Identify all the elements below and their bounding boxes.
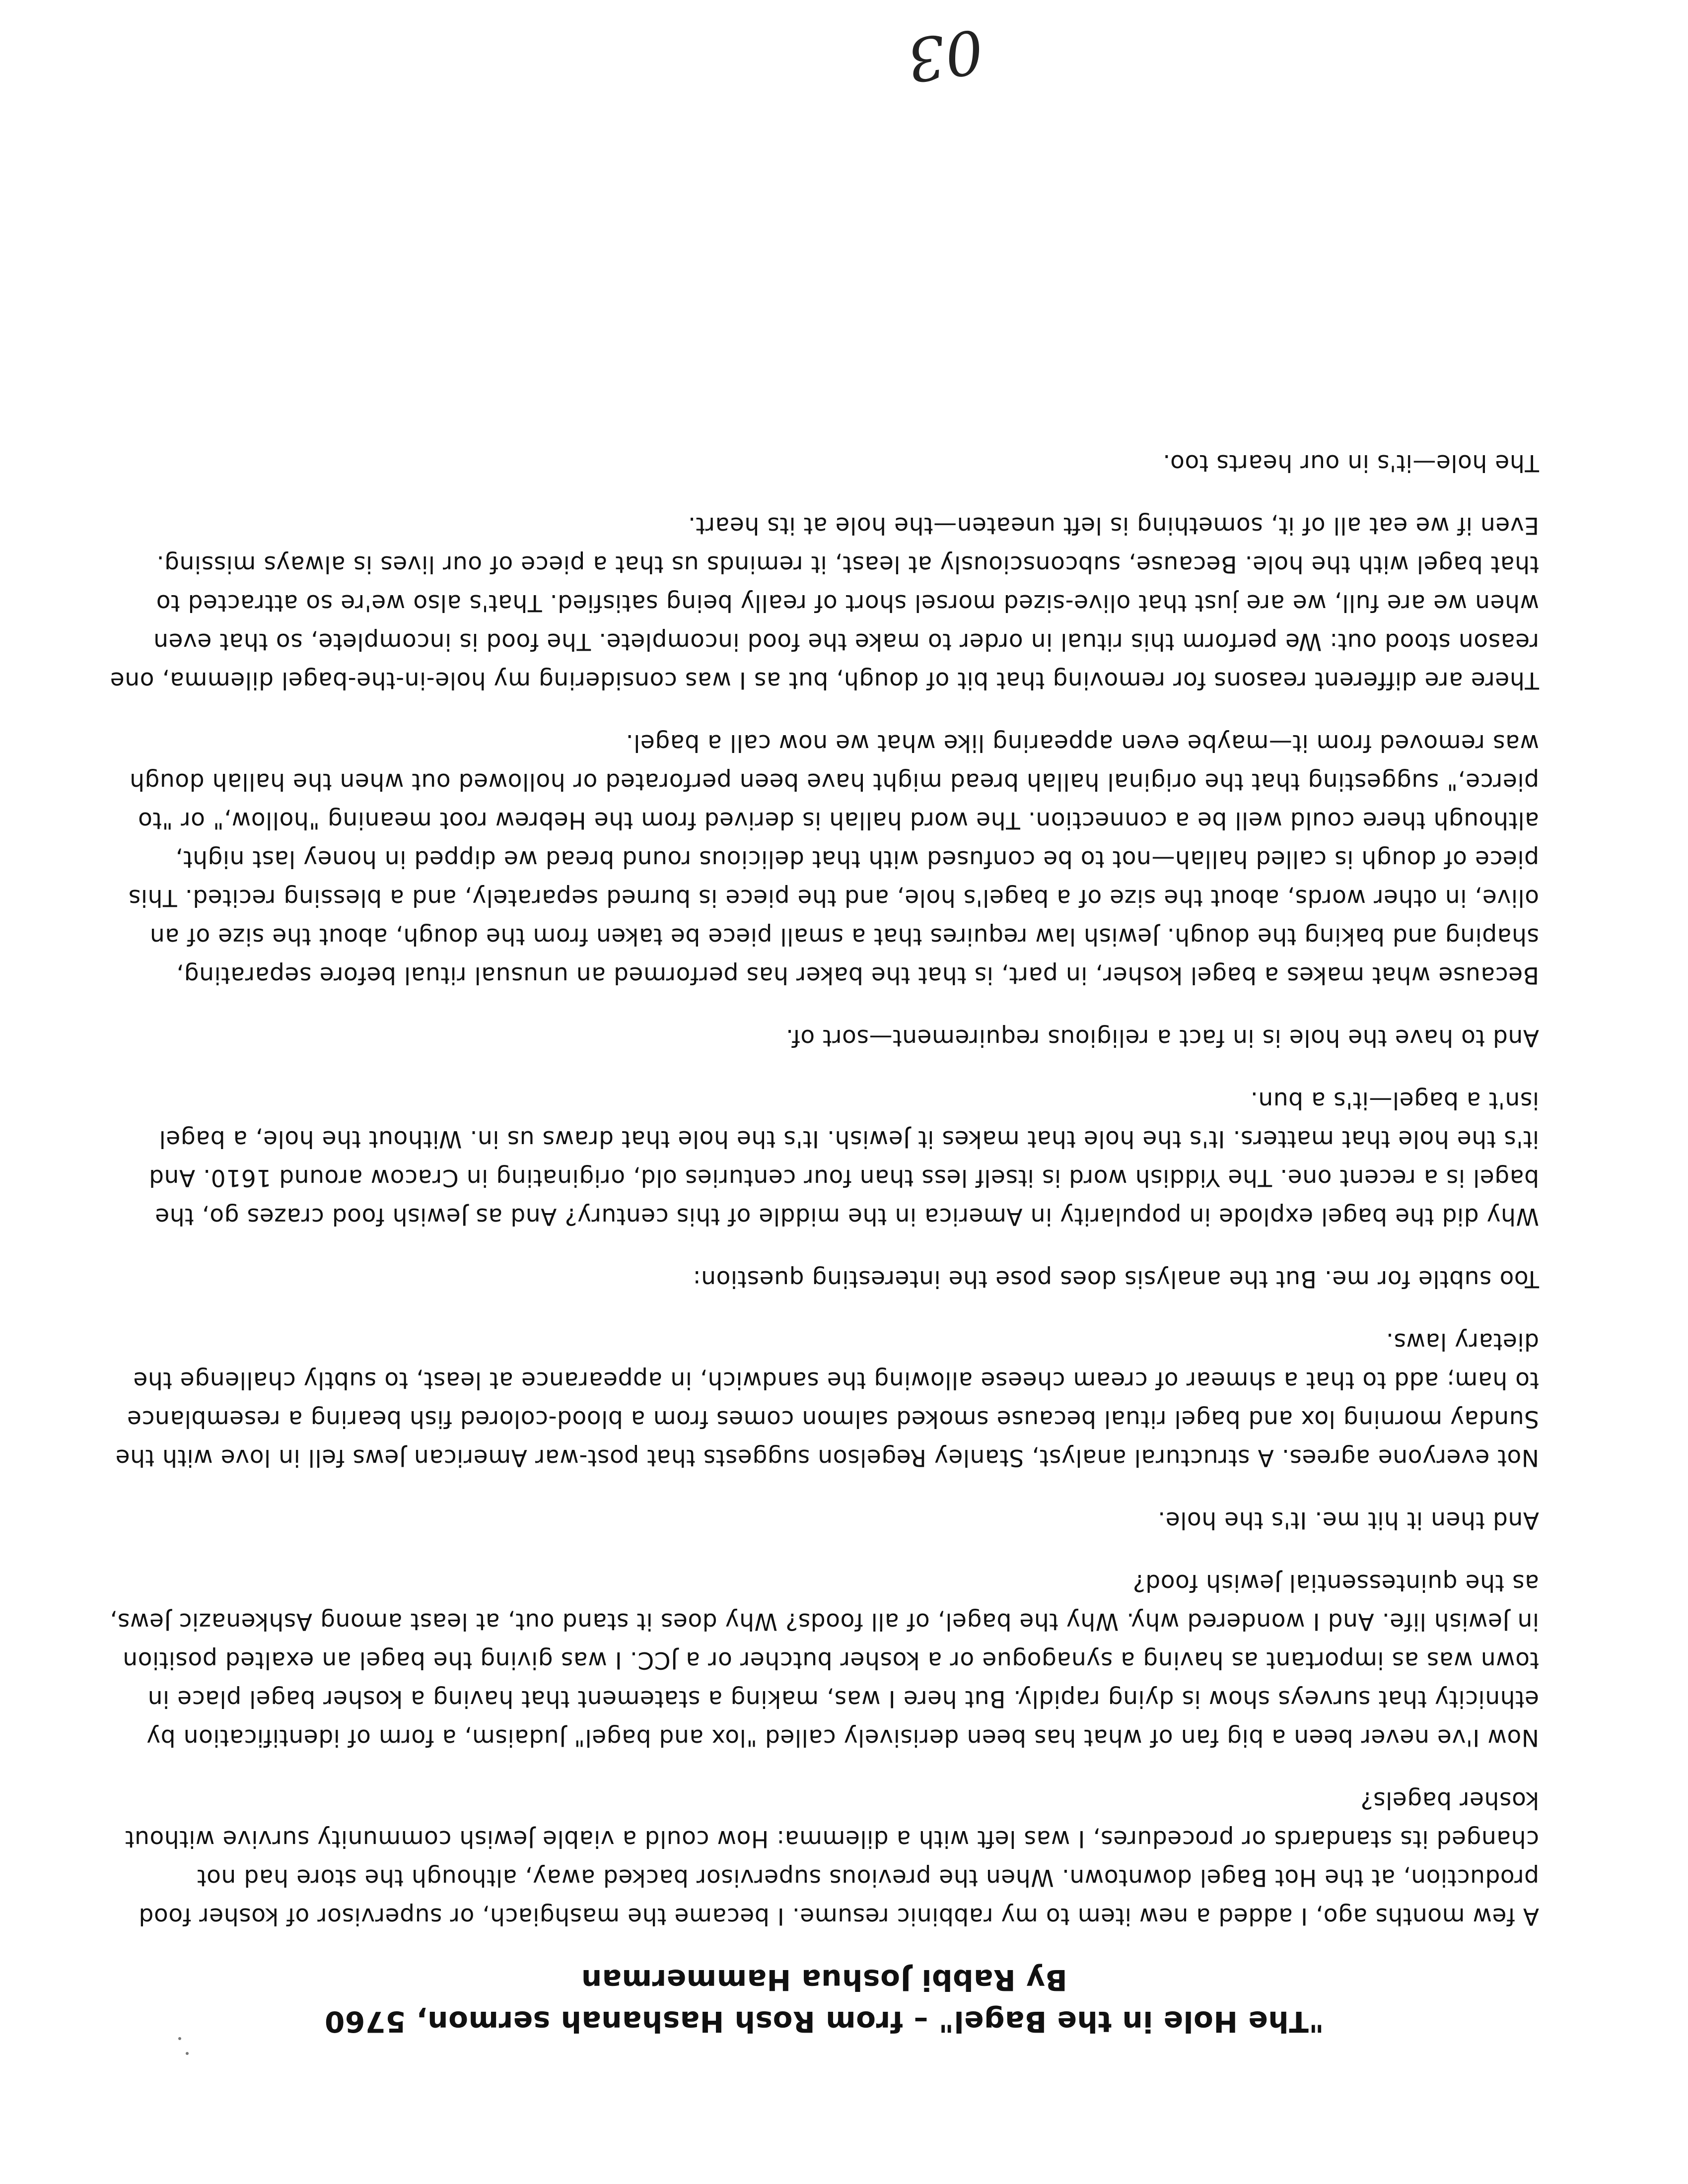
scan-speck — [178, 2037, 181, 2040]
document-body — [109, 419, 1539, 2043]
scan-speck — [186, 2052, 189, 2055]
document-title: "The Hole in the Bagel" – from Rosh Hashanah sermon, 5760 — [324, 2005, 1324, 2039]
handwritten-page-number: 03 — [903, 15, 987, 94]
paragraph: Because what makes a bagel kosher, in part, is that the baker has performed an unusual ritual before separating, shaping and baking the dough. Jewish law requires that a small piece be taken from the dough, about the size of an olive, in other words, about the size of a bagel's hole, and the piece is burned separately, and a blessing recited. This piece of dough is called hallah—not to be confused with that delicious round bread we dipped in honey last night, although there could well be a connection. The word hallah is derived from the Hebrew root meaning "hollow," or "to pierce," suggesting that the original hallah bread might have been perforated or hollowed out when the hallah dough was removed from it—maybe even appearing like what we now call a bagel. — [128, 729, 1539, 989]
paragraph: The hole—it's in our hearts too. — [1162, 449, 1539, 477]
paragraph: A few months ago, I added a new item to my rabbinic resume. I became the mashgiach, or supervisor of kosher food production, at the Hot Bagel downtown. When the previous supervisor backed away, although the store had not changed its standards or procedures, I was left with a dilemma: How could a viable Jewish community survive without kosher bagels? — [125, 1786, 1539, 1930]
paragraph: There are different reasons for removing that bit of dough, but as I was considering my hole-in-the-bagel dilemma, one reason stood out: We perform this ritual in order to make the food incomplete. The food is incomplete, so that even when we are full, we are just that olive-sized morsel short of really being satisfied. That's also we're so attracted to that bagel with the hole. Because, subconsciously at least, it reminds us that a piece of our lives is always missing. Even if we eat all of it, something is left uneaten—the hole at its heart. — [110, 512, 1539, 694]
document-byline: By Rabbi Joshua Hammerman — [581, 1963, 1067, 1997]
paragraph: Why did the bagel explode in popularity in America in the middle of this century? And as Jewish food crazes go, the bagel is a recent one. The Yiddish word is itself less than four centuries old, originating in Cracow around 1610. And it's the hole that matters. It's the hole that makes it Jewish. It's the hole that draws us in. Without the hole, a bagel isn't a bagel—it's a bun. — [148, 1087, 1539, 1230]
paragraph: Now I've never been a big fan of what has been derisively called "lox and bagel" Judaism, a form of identification by ethnicity that surveys show is dying rapidly. But here I was, making a statement that having a kosher bagel place in town was as important as having a synagogue or a kosher butcher or a JCC. I was giving the bagel an exalted position in Jewish life. And I wondered why. Why the bagel, of all foods? Why does it stand out, at least among Ashkenazic Jews, as the quintessential Jewish food? — [109, 1569, 1539, 1751]
paragraph: Too subtle for me. But the analysis does pose the interesting question: — [693, 1265, 1539, 1293]
paragraph: And to have the hole is in fact a religious requirement—sort of. — [785, 1024, 1539, 1051]
paragraph: Not everyone agrees. A structural analyst, Stanley Regelson suggests that post-war American Jews fell in love with the Sunday morning lox and bagel ritual because smoked salmon comes from a blood-colored fish bearing a resemblance to ham; add to that a shmear of cream cheese allowing the sandwich, in appearance at least, to subtly challenge the dietary laws. — [115, 1328, 1539, 1471]
paragraph: And then it hit me. It's the hole. — [1157, 1506, 1539, 1534]
